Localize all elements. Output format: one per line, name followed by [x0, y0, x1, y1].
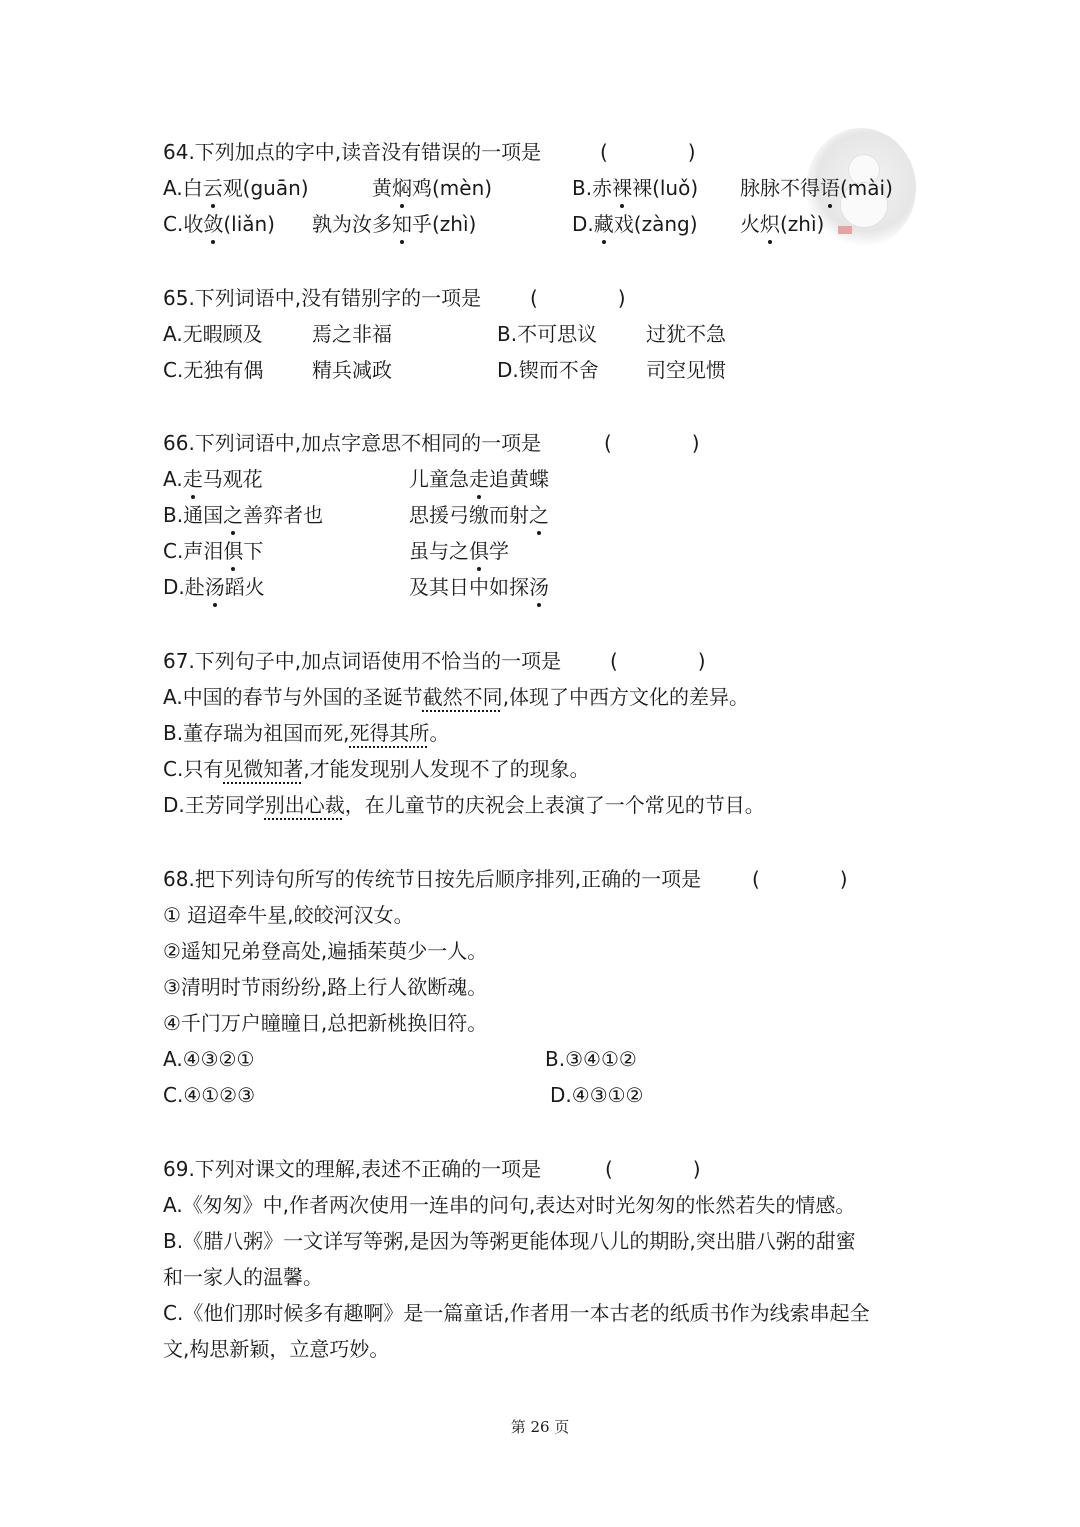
- question-65-stem: 65.下列词语中,没有错别字的一项是: [163, 286, 482, 310]
- question-64-stem: 64.下列加点的字中,读音没有错误的一项是: [163, 140, 542, 164]
- seal-stamp: [838, 226, 852, 234]
- q67-option-d: D.王芳同学别出心裁，在儿童节的庆祝会上表演了一个常见的节目。: [163, 793, 765, 817]
- dotted-phrase: 死得其所: [349, 721, 430, 745]
- dotted-phrase: 见微知著: [223, 757, 304, 781]
- q69-option-b-line-2: 和一家人的温馨。: [163, 1265, 323, 1289]
- q66-option-d: D.赴汤蹈火: [163, 575, 265, 599]
- q69-option-c-line-2: 文,构思新颖，立意巧妙。: [163, 1337, 390, 1361]
- q64-option-b-second: 脉脉不得语(mài): [740, 176, 893, 200]
- q68-option-a: A.④③②①: [163, 1047, 255, 1071]
- question-69-stem: 69.下列对课文的理解,表述不正确的一项是: [163, 1157, 542, 1181]
- question-69-answer-paren: ( ): [605, 1157, 701, 1181]
- question-67-answer-paren: ( ): [610, 649, 706, 673]
- q65-option-b: B.不可思议: [497, 322, 598, 346]
- q68-poem-4: ④千门万户瞳瞳日,总把新桃换旧符。: [163, 1011, 488, 1035]
- question-68-answer-paren: ( ): [752, 867, 848, 891]
- question-68-stem: 68.把下列诗句所写的传统节日按先后顺序排列,正确的一项是: [163, 867, 702, 891]
- q64-option-b: B.赤裸裸(luǒ): [572, 176, 699, 200]
- q69-option-c-line-1: C.《他们那时候多有趣啊》是一篇童话,作者用一本古老的纸质书作为线索串起全: [163, 1301, 870, 1325]
- dotted-phrase: 别出心裁: [264, 793, 345, 817]
- q66-option-a: A.走马观花: [163, 467, 263, 491]
- q65-option-a: A.无暇顾及: [163, 322, 263, 346]
- question-66-answer-paren: ( ): [604, 431, 700, 455]
- q65-option-c: C.无独有偶: [163, 358, 264, 382]
- q64-option-c: C.收敛(liǎn): [163, 212, 275, 236]
- q66-option-b: B.通国之善弈者也: [163, 503, 324, 527]
- q66-option-c: C.声泪俱下: [163, 539, 264, 563]
- q67-option-a: A.中国的春节与外国的圣诞节截然不同,体现了中西方文化的差异。: [163, 685, 750, 709]
- q65-option-d: D.锲而不舍: [497, 358, 599, 382]
- q66-option-d-second: 及其日中如探汤: [409, 575, 549, 599]
- q64-option-a: A.白云观(guān): [163, 176, 309, 200]
- q68-option-b: B.③④①②: [545, 1047, 637, 1071]
- q64-option-d: D.藏戏(zàng): [572, 212, 698, 236]
- q65-option-b-second: 过犹不急: [646, 322, 726, 346]
- q69-option-b-line-1: B.《腊八粥》一文详写等粥,是因为等粥更能体现八儿的期盼,突出腊八粥的甜蜜: [163, 1229, 856, 1253]
- q66-option-a-second: 儿童急走追黄蝶: [409, 467, 549, 491]
- q66-option-c-second: 虽与之俱学: [409, 539, 509, 563]
- q64-option-c-second: 孰为汝多知乎(zhì): [312, 212, 477, 236]
- q69-option-a: A.《匆匆》中,作者两次使用一连串的问句,表达对时光匆匆的怅然若失的情感。: [163, 1193, 856, 1217]
- q68-option-c: C.④①②③: [163, 1083, 256, 1107]
- q67-option-c: C.只有见微知著,才能发现别人发现不了的现象。: [163, 757, 590, 781]
- dotted-phrase: 截然不同: [422, 685, 503, 709]
- q68-poem-3: ③清明时节雨纷纷,路上行人欲断魂。: [163, 975, 488, 999]
- question-66-stem: 66.下列词语中,加点字意思不相同的一项是: [163, 431, 542, 455]
- q68-poem-1: ① 迢迢牵牛星,皎皎河汉女。: [163, 903, 414, 927]
- question-67-stem: 67.下列句子中,加点词语使用不恰当的一项是: [163, 649, 562, 673]
- q65-option-a-second: 焉之非福: [312, 322, 392, 346]
- q68-poem-2: ②遥知兄弟登高处,遍插茱萸少一人。: [163, 939, 488, 963]
- page-number-footer: 第 26 页: [510, 1418, 570, 1436]
- q64-option-a-second: 黄焖鸡(mèn): [372, 176, 493, 200]
- q66-option-b-second: 思援弓缴而射之: [409, 503, 549, 527]
- q65-option-d-second: 司空见惯: [646, 358, 726, 382]
- question-65-answer-paren: ( ): [530, 286, 626, 310]
- question-64-answer-paren: ( ): [600, 140, 696, 164]
- q65-option-c-second: 精兵减政: [312, 358, 392, 382]
- q64-option-d-second: 火炽(zhì): [740, 212, 825, 236]
- q67-option-b: B.董存瑞为祖国而死,死得其所。: [163, 721, 450, 745]
- q68-option-d: D.④③①②: [550, 1083, 644, 1107]
